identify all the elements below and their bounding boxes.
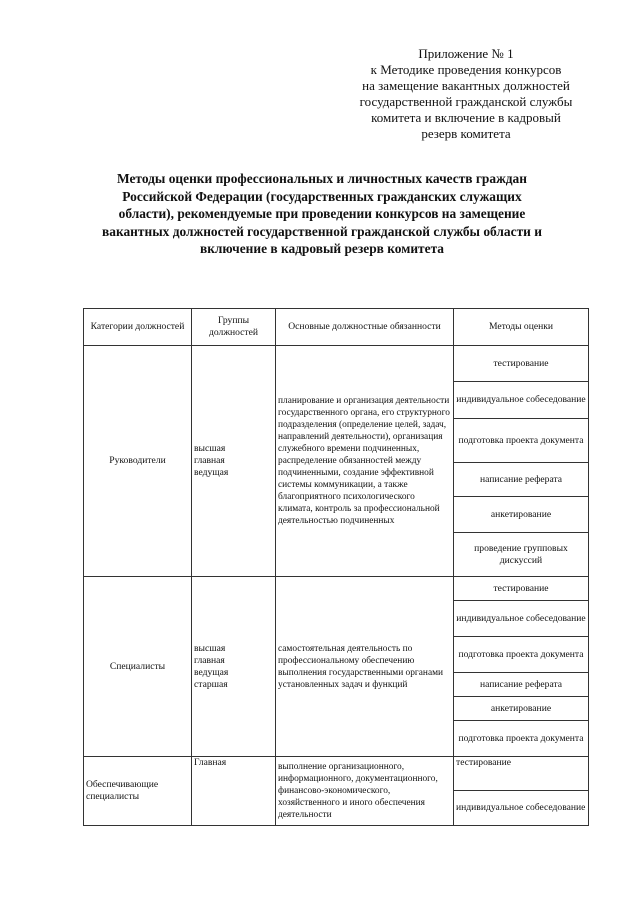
method-cell: тестирование: [454, 577, 589, 601]
method-cell: подготовка проекта документа: [454, 721, 589, 757]
document-title: [62, 170, 582, 258]
appendix-line: Приложение № 1: [418, 46, 514, 61]
duties-cell: выполнение организационного, информационного, документационного, финансово-экономического, хозяйственного и иного обеспечения деятельности: [276, 757, 454, 826]
groups-cell: Главная: [192, 757, 276, 826]
method-cell: тестирование: [454, 346, 589, 382]
category-cell: Обеспечивающие специалисты: [84, 757, 192, 826]
title-line: Российской Федерации (государственных гражданских служащих: [122, 188, 522, 204]
method-cell: подготовка проекта документа: [454, 419, 589, 463]
category-cell: Специалисты: [84, 577, 192, 757]
table-header-row: [84, 309, 589, 346]
title-line: области), рекомендуемые при проведении конкурсов на замещение: [118, 206, 526, 222]
table-row: [84, 346, 589, 382]
duties-cell: планирование и организация деятельности государственного органа, его структурного подразделения (определение целей, задач, направлений деятельности), организация служебного времени подчиненных, распределение обязанностей между подчиненными, создание эффективной системы коммуникации, а также благоприятного психологического климата, контроль за профессиональной деятельностью подчиненных: [276, 346, 454, 577]
title-line: Методы оценки профессиональных и личностных качеств граждан: [117, 171, 527, 186]
appendix-line: к Методике проведения конкурсов: [370, 62, 562, 77]
header-duties: Основные должностные обязанности: [276, 309, 454, 346]
appendix-line: резерв комитета: [421, 126, 511, 141]
header-methods: Методы оценки: [454, 309, 589, 346]
title-line: включение в кадровый резерв комитета: [199, 241, 445, 257]
appendix-line: государственной гражданской службы: [359, 94, 573, 109]
method-cell: тестирование: [454, 757, 589, 791]
appendix-note: [318, 46, 614, 142]
appendix-line: комитета и включение в кадровый: [371, 110, 561, 125]
groups-cell: высшая главная ведущая: [192, 346, 276, 577]
method-cell: написание реферата: [454, 463, 589, 497]
method-cell: проведение групповых дискуссий: [454, 533, 589, 577]
duties-cell: самостоятельная деятельность по профессиональному обеспечению выполнения государственными органами установленных задач и функций: [276, 577, 454, 757]
groups-cell: высшая главная ведущая старшая: [192, 577, 276, 757]
assessment-methods-table: [83, 308, 589, 826]
method-cell: анкетирование: [454, 497, 589, 533]
table-row: [84, 757, 589, 791]
method-cell: анкетирование: [454, 697, 589, 721]
method-cell: написание реферата: [454, 673, 589, 697]
header-groups: Группы должностей: [192, 309, 276, 346]
title-line: вакантных должностей государственной гражданской службы области и: [102, 223, 542, 239]
table-row: [84, 577, 589, 601]
header-category: Категории должностей: [84, 309, 192, 346]
method-cell: индивидуальное собеседование: [454, 601, 589, 637]
appendix-line: на замещение вакантных должностей: [362, 78, 570, 93]
method-cell: индивидуальное собеседование: [454, 382, 589, 419]
category-cell: Руководители: [84, 346, 192, 577]
method-cell: индивидуальное собеседование: [454, 791, 589, 826]
method-cell: подготовка проекта документа: [454, 637, 589, 673]
